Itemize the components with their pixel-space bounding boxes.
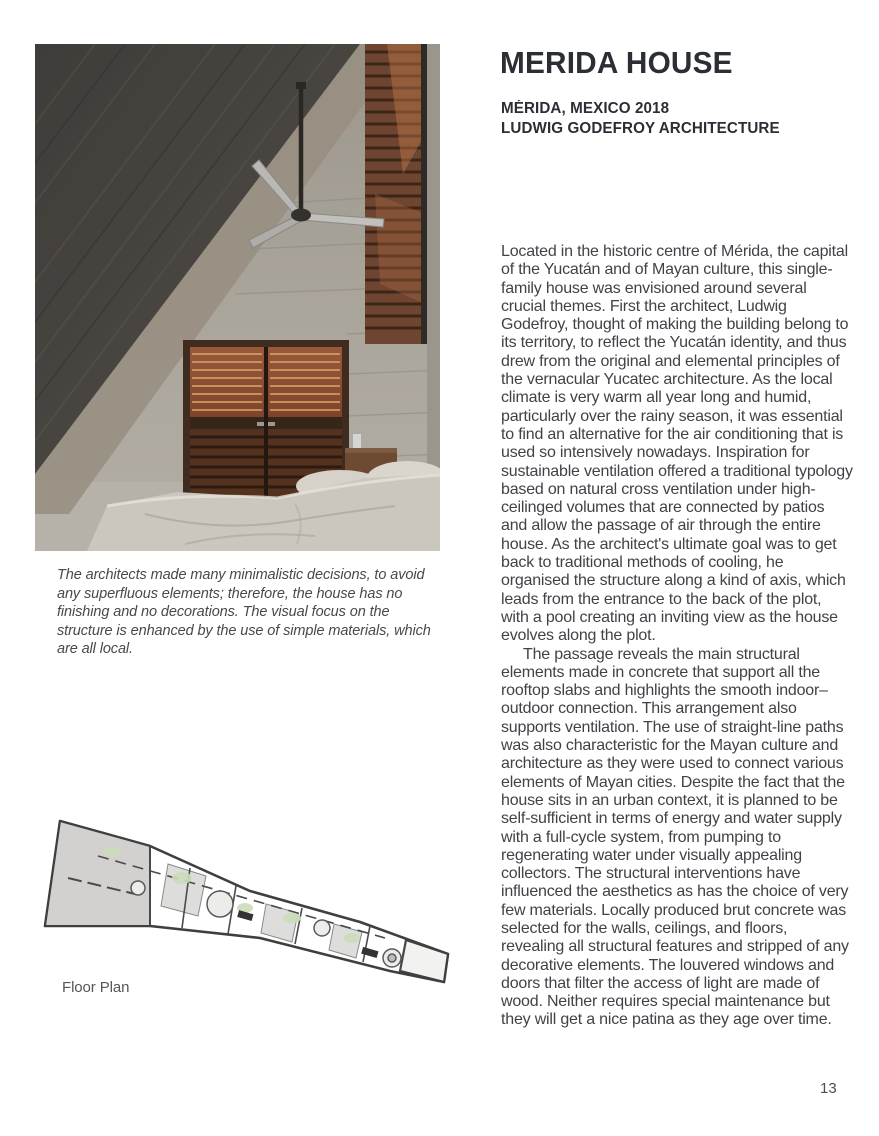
page-number: 13 xyxy=(820,1080,837,1097)
upper-louvered-shutters xyxy=(365,44,427,344)
project-location: MÉRIDA, MEXICO 2018 xyxy=(501,100,670,117)
photo-caption: The architects made many minimalistic decisions, to avoid any superfluous elements; therefore, the house has no finishing and no decorations. The visual focus on the structure is enhanced by the use of simple materials, which are all local. xyxy=(57,567,431,657)
water-glass xyxy=(353,434,361,449)
page-title: MERIDA HOUSE xyxy=(500,45,733,80)
bedroom-photo-art xyxy=(35,44,440,551)
project-architect: LUDWIG GODEFROY ARCHITECTURE xyxy=(501,119,780,137)
body-paragraph-1: Located in the historic centre of Mérida, the capital of the Yucatán and of Mayan culture, this single-family house was envisioned around several crucial themes. First the architect, Ludwig Godefroy, thought of making the building belong to its territory, to reflect the Yucatán identity, and thus drew from the original and elemental principles of the vernacular Yucatec architecture. As the local climate is very warm all year long and humid, particularly over the rainy season, it was essential to find an alternative for the air conditioning that is used so intensively nowadays. Inspiration for sustainable ventilation offered a traditional typology based on natural cross ventilation under high-ceilinged volumes that are connected by patios and allow the passage of air through the entire house. As the architect's ultimate goal was to get back to traditional methods of cooling, he organised the structure along a kind of axis, which leads from the entrance to the back of the plot, with a pool creating an inviting view as the house evolves along the plot. xyxy=(501,243,853,645)
article-body xyxy=(501,243,853,1030)
door-handle-icon xyxy=(257,422,264,426)
floor-plan-label: Floor Plan xyxy=(62,979,130,996)
plan-entry-block xyxy=(45,821,150,926)
floor-plan-art xyxy=(40,816,460,988)
floor-plan-drawing xyxy=(40,816,460,988)
door-handle-icon xyxy=(268,422,275,426)
bedroom-photo xyxy=(35,44,440,551)
project-subtitle xyxy=(501,99,780,138)
body-paragraph-2: The passage reveals the main structural elements made in concrete that support all the rooftop slabs and highlights the smooth indoor–outdoor connection. This arrangement also supports ventilation. The use of straight-line paths was also characteristic for the Mayan culture and architecture as they were used to connect various elements of Mayan cities. Despite the fact that the house sits in an urban context, it is planned to be self-sufficient in terms of energy and water supply with a full-cycle system, from pumping to regenerating water under visually appealing collectors. The structural interventions have influenced the aesthetics as has the choice of very few materials. Locally produced brut concrete was selected for the walls, ceilings, and floors, revealing all structural features and stripped of any decorative elements. The louvered windows and doors that filter the access of light are made of wood. Neither requires special maintenance but they will get a nice patina as they age over time. xyxy=(501,645,849,1029)
